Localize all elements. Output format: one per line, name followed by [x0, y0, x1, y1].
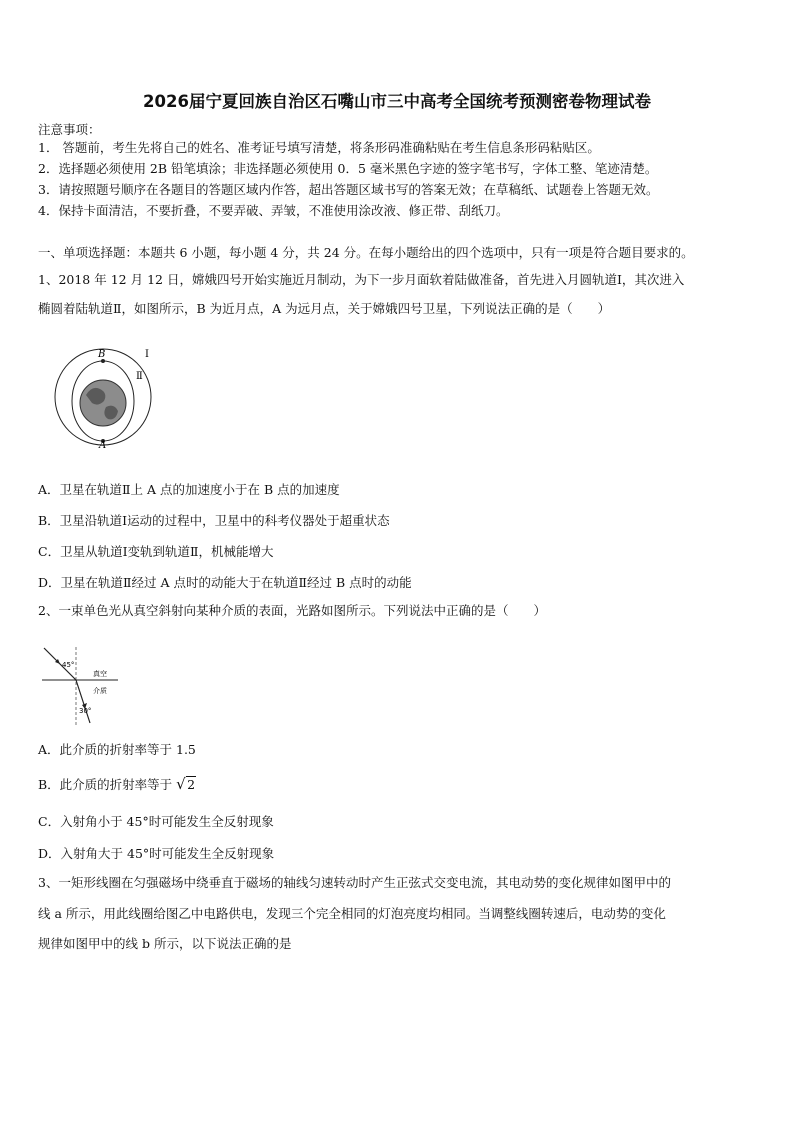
- radicand: 2: [187, 777, 196, 792]
- notice-item-2: 2．选择题必须使用 2B 铅笔填涂；非选择题必须使用 0．5 毫米黑色字迹的签字笔书写，字体工整、笔迹清楚。: [38, 161, 658, 176]
- q2-option-b: [38, 775, 196, 793]
- label-orbit-i: Ⅰ: [145, 349, 149, 360]
- question-3-line-1: 3、一矩形线圈在匀强磁场中绕垂直于磁场的轴线匀速转动时产生正弦式交变电流，其电动势的变化规律如图甲中的: [38, 875, 671, 890]
- question-2-line-1: 2、一束单色光从真空斜射向某种介质的表面，光路如图所示。下列说法中正确的是（ ）: [38, 603, 546, 618]
- q2-option-a: A．此介质的折射率等于 1.5: [38, 742, 196, 757]
- refraction-diagram: [40, 643, 120, 728]
- section-heading: 一、单项选择题：本题共 6 小题，每小题 4 分，共 24 分。在每小题给出的四个选项中，只有一项是符合题目要求的。: [38, 245, 694, 260]
- q1-option-b: B．卫星沿轨道Ⅰ运动的过程中，卫星中的科考仪器处于超重状态: [38, 513, 390, 528]
- label-b: B: [98, 349, 106, 360]
- angle-45-label: 45°: [62, 661, 75, 669]
- notice-heading: 注意事项：: [38, 122, 101, 137]
- q2-option-d: D．入射角大于 45°时可能发生全反射现象: [38, 846, 275, 861]
- question-3-line-3: 规律如图甲中的线 b 所示，以下说法正确的是: [38, 936, 292, 951]
- q2-option-b-text: B．此介质的折射率等于: [38, 777, 173, 792]
- question-1-line-2: 椭圆着陆轨道Ⅱ，如图所示，B 为近月点，A 为远月点，关于嫦娥四号卫星，下列说法正确的是（ ）: [38, 301, 611, 316]
- label-vacuum: 真空: [93, 670, 107, 678]
- notice-item-3: 3．请按照题号顺序在各题目的答题区域内作答，超出答题区域书写的答案无效；在草稿纸、试题卷上答题无效。: [38, 182, 659, 197]
- label-orbit-ii: Ⅱ: [136, 371, 143, 382]
- label-a: A: [99, 440, 107, 450]
- page-title: 2026届宁夏回族自治区石嘴山市三中高考全国统考预测密卷物理试卷: [143, 92, 651, 111]
- q1-option-c: C．卫星从轨道Ⅰ变轨到轨道Ⅱ，机械能增大: [38, 544, 274, 559]
- angle-30-label: 30°: [79, 707, 92, 715]
- moon-icon: [80, 380, 126, 426]
- question-1-line-1: 1、2018 年 12 月 12 日，嫦娥四号开始实施近月制动，为下一步月面软着陆做准备，首先进入月圆轨道Ⅰ，其次进入: [38, 272, 685, 287]
- label-medium: 介质: [93, 687, 107, 695]
- q2-option-c: C．入射角小于 45°时可能发生全反射现象: [38, 814, 274, 829]
- notice-item-1: 1． 答题前，考生先将自己的姓名、准考证号填写清楚，将条形码准确粘贴在考生信息条形码粘贴区。: [38, 140, 600, 155]
- refracted-ray: [76, 680, 90, 723]
- notice-item-4: 4．保持卡面清洁，不要折叠，不要弄破、弄皱，不准使用涂改液、修正带、刮纸刀。: [38, 203, 509, 218]
- orbit-diagram: [48, 345, 158, 450]
- q1-option-a: A．卫星在轨道Ⅱ上 A 点的加速度小于在 B 点的加速度: [38, 482, 340, 497]
- radical-icon: √: [176, 775, 186, 793]
- question-3-line-2: 线 a 所示，用此线圈给图乙中电路供电，发现三个完全相同的灯泡亮度均相同。当调整线圈转速后，电动势的变化: [38, 906, 666, 921]
- sqrt-expression: [176, 777, 196, 792]
- q1-option-d: D．卫星在轨道Ⅱ经过 A 点时的动能大于在轨道Ⅱ经过 B 点时的动能: [38, 575, 412, 590]
